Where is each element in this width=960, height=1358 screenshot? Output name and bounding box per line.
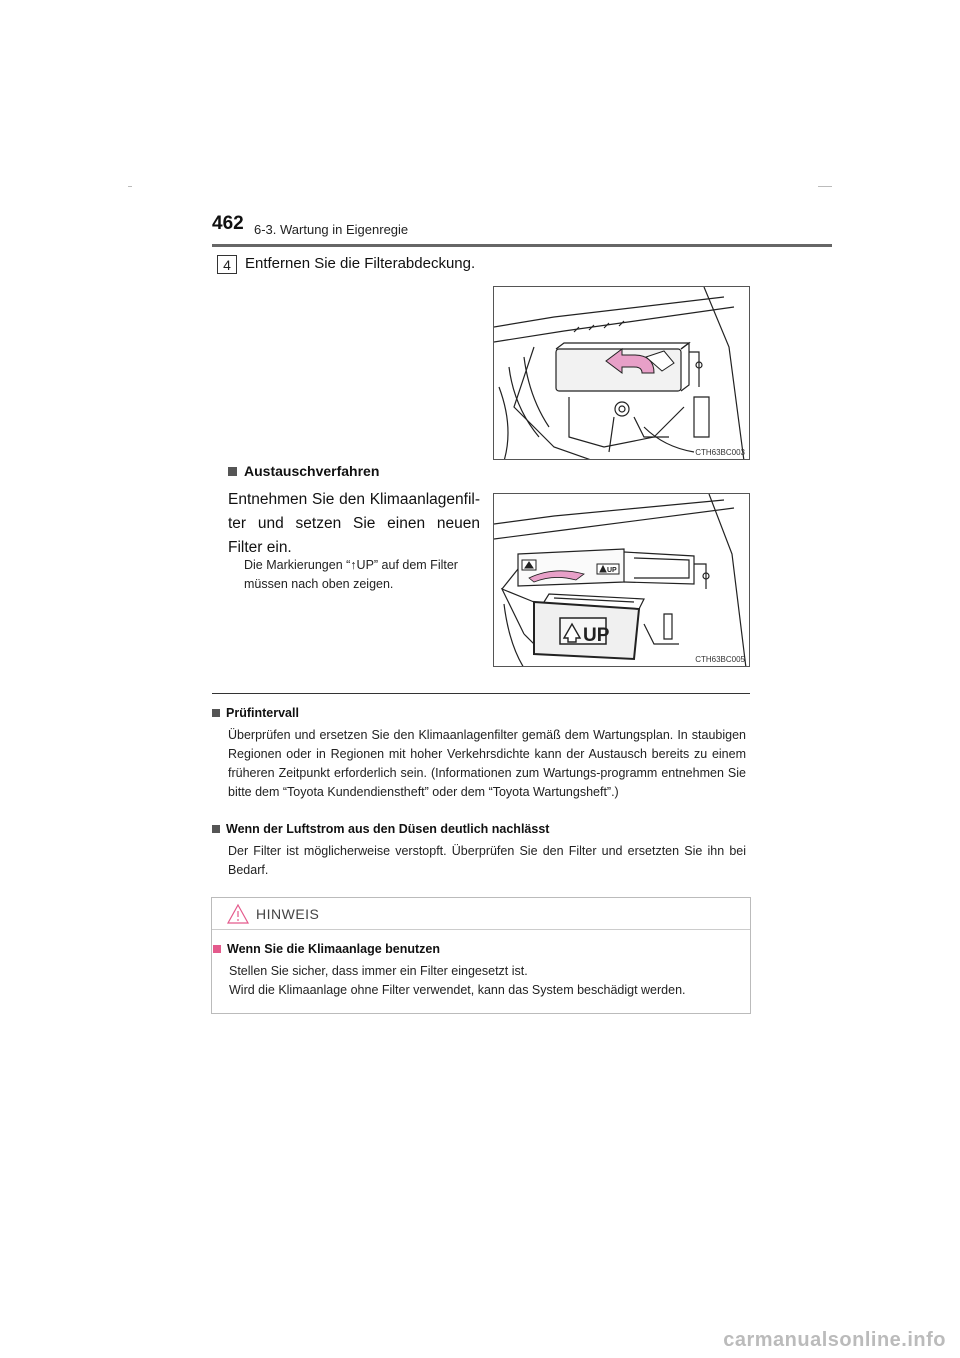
note-body-airflow: Der Filter ist möglicherweise verstopft. Überprüfen Sie den Filter und ersetzten Sie ihn bei Bedarf. xyxy=(228,844,746,877)
illustration-filter-up-marking xyxy=(494,494,750,667)
procedure-note: Die Markierungen “↑UP” auf dem Filter müssen nach oben zeigen. xyxy=(244,558,458,591)
svg-text:UP: UP xyxy=(607,567,617,574)
page-number: 462 xyxy=(212,213,244,234)
svg-text:UP: UP xyxy=(583,625,610,646)
hinweis-title-bar xyxy=(212,898,750,930)
separator-rule xyxy=(212,693,750,694)
crop-mark xyxy=(818,186,832,187)
procedure-main-text: Entnehmen Sie den Klimaanlagenfil-ter und setzen Sie einen neuen Filter ein. xyxy=(228,491,480,556)
bullet-square-icon xyxy=(213,945,221,953)
step-text: Entfernen Sie die Filterabdeckung. xyxy=(245,255,476,272)
note-heading-interval xyxy=(212,706,299,720)
watermark: carmanualsonline.info xyxy=(723,1329,946,1351)
hinweis-title: HINWEIS xyxy=(256,906,320,922)
note-heading-text: Prüfintervall xyxy=(226,706,299,720)
step-number-box: 4 xyxy=(217,255,237,274)
hinweis-heading xyxy=(213,942,440,956)
hinweis-box xyxy=(211,897,751,1014)
section-title: 6-3. Wartung in Eigenregie xyxy=(254,222,409,237)
note-heading-text: Wenn der Luftstrom aus den Düsen deutlich nachlässt xyxy=(226,822,550,836)
bullet-square-icon xyxy=(228,467,237,476)
figure-remove-cover xyxy=(493,286,750,460)
hinweis-line: Stellen Sie sicher, dass immer ein Filter eingesetzt ist. xyxy=(229,964,528,978)
hinweis-line: Wird die Klimaanlage ohne Filter verwendet, kann das System beschädigt werden. xyxy=(229,983,686,997)
figure-code: CTH63BC003 xyxy=(695,448,745,457)
note-body-interval: Überprüfen und ersetzen Sie den Klimaanlagenfilter gemäß dem Wartungsplan. In staubigen Regionen oder in Regionen mit hoher Verkehrsdichte kann der Austausch bereits zu einem früheren Zeitpunkt erforderlich sein. (Informationen zum Wartungs-programm entnehmen Sie bitte dem “Toyota Kundendienstheft” oder dem “Toyota Wartungsheft”.) xyxy=(228,728,746,799)
procedure-heading xyxy=(228,463,379,479)
bullet-square-icon xyxy=(212,825,220,833)
illustration-glovebox-cover xyxy=(494,287,750,460)
figure-replace-filter xyxy=(493,493,750,667)
note-heading-airflow xyxy=(212,822,549,836)
header-rule xyxy=(212,244,832,247)
hinweis-body xyxy=(229,962,686,1000)
bullet-square-icon xyxy=(212,709,220,717)
hinweis-heading-text: Wenn Sie die Klimaanlage benutzen xyxy=(227,942,441,956)
warning-triangle-icon xyxy=(226,903,250,925)
crop-mark xyxy=(128,186,132,187)
procedure-heading-text: Austauschverfahren xyxy=(244,463,380,479)
figure-code: CTH63BC005 xyxy=(695,655,745,664)
